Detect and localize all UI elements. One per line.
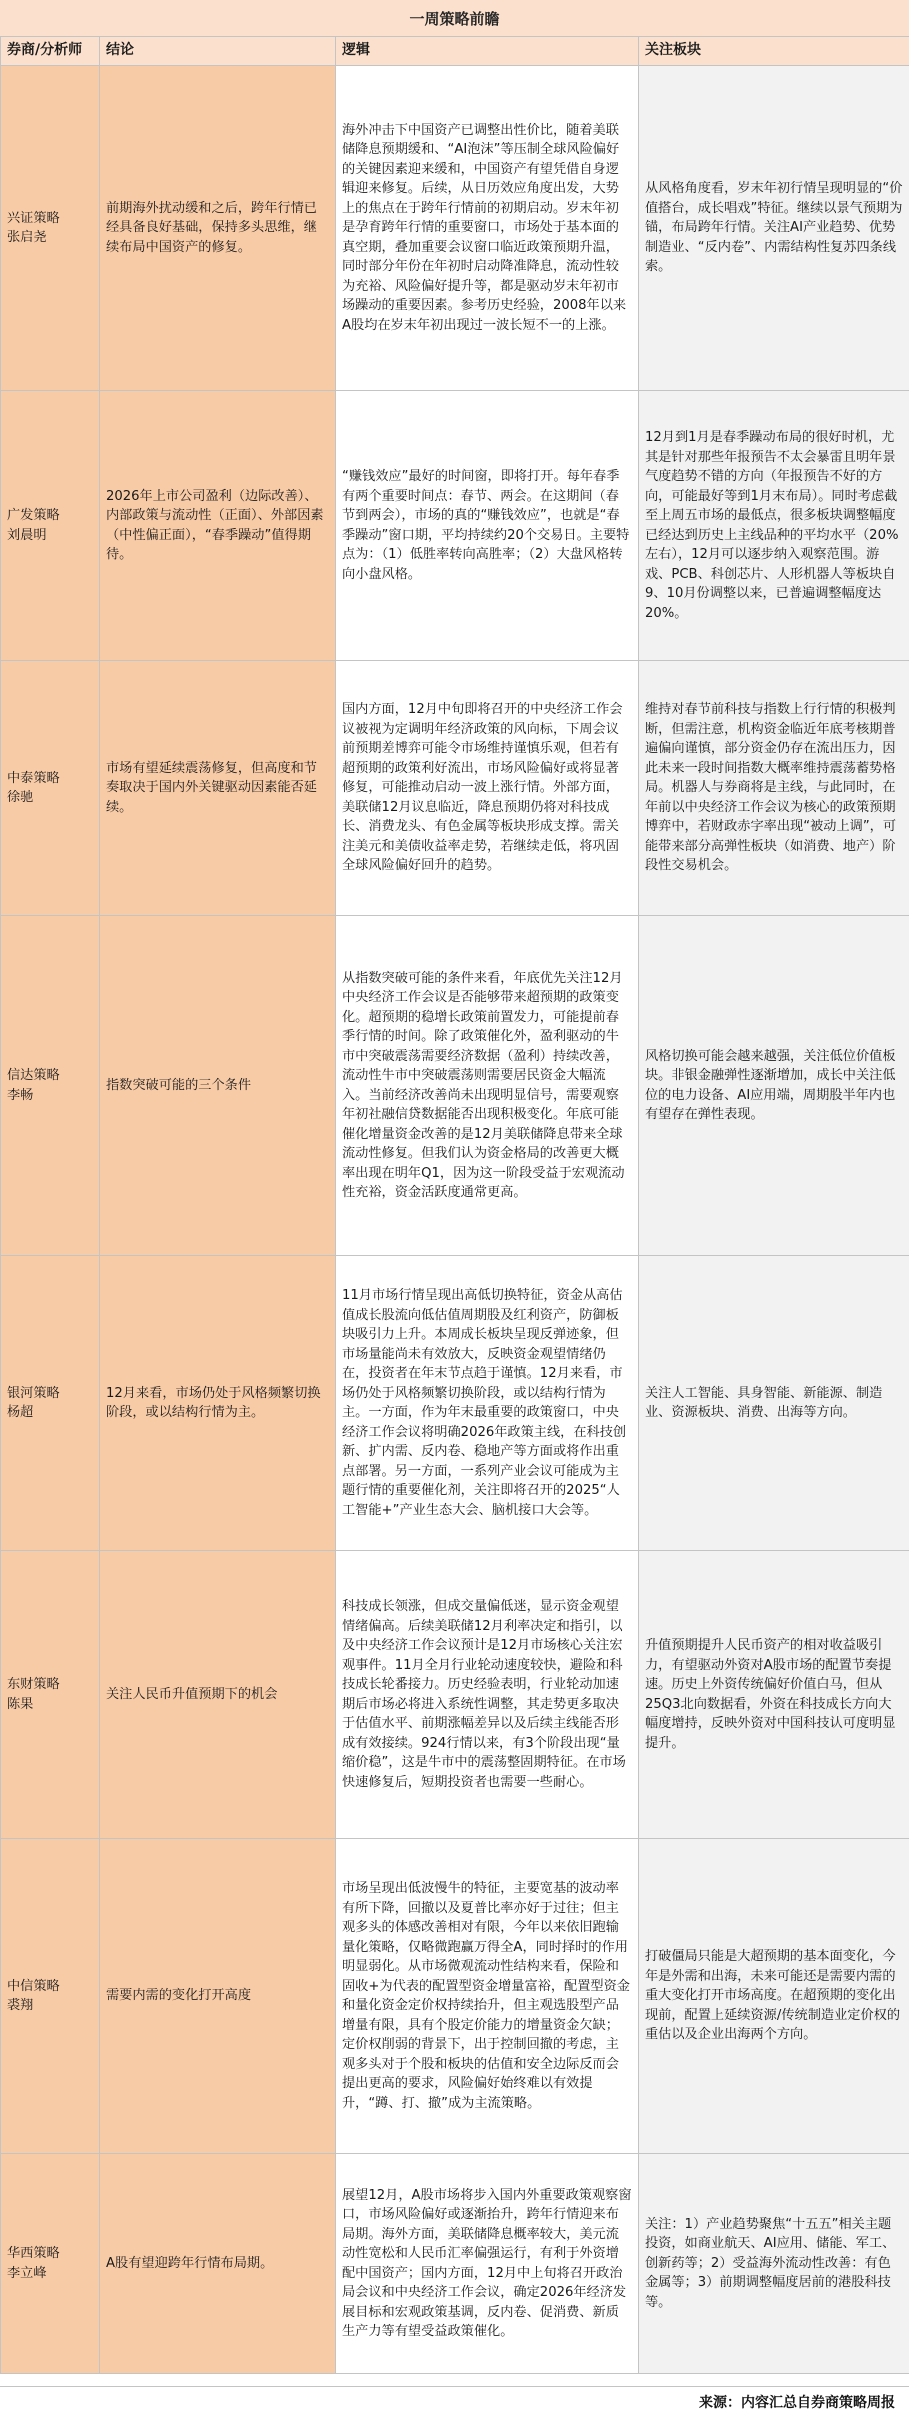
focus-cell: 关注：1）产业趋势聚焦“十五五”相关主题投资，如商业航天、AI应用、储能、军工、创新药等；2）受益海外流动性改善：有色金属等；3）前期调整幅度居前的港股科技等。 [639,2154,909,2374]
analyst-name: 徐驰 [7,790,34,805]
table-row [1,661,909,916]
logic-cell: 11月市场行情呈现出高低切换特征，资金从高估值成长股流向低估值周期股及红利资产，防御板块吸引力上升。本周成长板块呈现反弹迹象，但市场量能尚未有效放大，反映资金观望情绪仍在，投资者在年末节点趋于谨慎。12月来看，市场仍处于风格频繁切换阶段，或以结构行情为主。一方面，作为年末最重要的政策窗口，中央经济工作会议将明确2026年政策主线，在科技创新、扩内需、反内卷、稳地产等方面或将作出重点部署。另一方面，一系列产业会议可能成为主题行情的重要催化剂，关注即将召开的2025“人工智能+”产业生态大会、脑机接口大会等。 [336,1256,639,1551]
broker-name: 华西策略 [7,2246,60,2261]
conclusion-cell: 市场有望延续震荡修复，但高度和节奏取决于国内外关键驱动因素能否延续。 [100,661,336,916]
broker-name: 中信策略 [7,1978,60,1994]
broker-cell [1,1256,100,1551]
broker-name: 东财策略 [7,1677,60,1692]
logic-cell: 市场呈现出低波慢牛的特征，主要宽基的波动率有所下降，回撤以及夏普比率亦好于过往；但主观多头的体感改善相对有限，今年以来依旧跑输量化策略，仅略微跑赢万得全A，同时择时的作用明显弱化。从市场微观流动性结构来看，保险和固收+为代表的配置型资金增量富裕，配置型资金和量化资金定价权持续抬升，但主观选股型产品增量有限，具有个股定价能力的增量资金欠缺；定价权削弱的背景下，出于控制回撤的考虑，主观多头对于个股和板块的估值和安全边际反而会提出更高的要求，风险偏好始终难以有效提升，“蹲、打、撤”成为主流策略。 [336,1839,639,2154]
conclusion-cell: 2026年上市公司盈利（边际改善）、内部政策与流动性（正面）、外部因素（中性偏正面），“春季躁动”值得期待。 [100,391,336,661]
analyst-name: 陈果 [7,1696,34,1712]
source-note: 来源：内容汇总自券商策略周报 [0,2386,909,2417]
strategy-table [0,36,909,2374]
broker-cell [1,66,100,391]
header-logic: 逻辑 [336,37,639,66]
broker-name: 银河策略 [7,1385,60,1401]
header-conclusion: 结论 [100,37,336,66]
table-row [1,1256,909,1551]
broker-cell [1,2154,100,2374]
broker-cell [1,1551,100,1839]
focus-cell: 风格切换可能会越来越强，关注低位价值板块。非银金融弹性逐渐增加，成长中关注低位的电力设备、AI应用端，周期股半年内也有望存在弹性表现。 [639,916,909,1256]
logic-cell: 从指数突破可能的条件来看，年底优先关注12月中央经济工作会议是否能够带来超预期的政策变化。超预期的稳增长政策前置发力，可能提前春季行情的时间。除了政策催化外，盈利驱动的牛市中突破震荡需要经济数据（盈利）持续改善，流动性牛市中突破震荡则需要居民资金大幅流入。当前经济改善尚未出现明显信号，需要观察年初社融信贷数据能否出现积极变化。年底可能催化增量资金改善的是12月美联储降息带来全球流动性修复。但我们认为资金格局的改善更大概率出现在明年Q1，因为这一阶段受益于宏观流动性充裕，资金活跃度通常更高。 [336,916,639,1256]
analyst-name: 裘翔 [7,1998,34,2013]
broker-name: 信达策略 [7,1068,60,1083]
table-row [1,1551,909,1839]
analyst-name: 李畅 [7,1087,34,1103]
broker-cell [1,661,100,916]
logic-cell: “赚钱效应”最好的时间窗，即将打开。每年春季有两个重要时间点：春节、两会。在这期间（春节到两会），市场的真的“赚钱效应”，也就是“春季躁动”窗口期，平均持续约20个交易日。主要特点为：（1）低胜率转向高胜率；（2）大盘风格转向小盘风格。 [336,391,639,661]
conclusion-cell: 指数突破可能的三个条件 [100,916,336,1256]
table-row [1,391,909,661]
focus-cell: 打破僵局只能是大超预期的基本面变化，今年是外需和出海，未来可能还是需要内需的重大变化打开市场高度。在超预期的变化出现前，配置上延续资源/传统制造业定价权的重估以及企业出海两个方向。 [639,1839,909,2154]
logic-cell: 海外冲击下中国资产已调整出性价比，随着美联储降息预期缓和、“AI泡沫”等压制全球风险偏好的关键因素迎来缓和，中国资产有望凭借自身逻辑迎来修复。后续，从日历效应角度出发，大势上的焦点在于跨年行情前的初期启动。岁末年初是孕育跨年行情的重要窗口，市场处于基本面的真空期，叠加重要会议窗口临近政策预期升温，同时部分年份在年初时启动降准降息，流动性较为充裕、风险偏好提升等，都是驱动岁末年初市场躁动的重要因素。参考历史经验，2008年以来A股均在岁末年初出现过一波长短不一的上涨。 [336,66,639,391]
table-row [1,1839,909,2154]
broker-cell [1,916,100,1256]
table-row [1,916,909,1256]
focus-cell: 升值预期提升人民币资产的相对收益吸引力，有望驱动外资对A股市场的配置节奏提速。历史上外资传统偏好价值白马，但从25Q3北向数据看，外资在科技成长方向大幅度增持，反映外资对中国科技认可度明显提升。 [639,1551,909,1839]
broker-name: 兴证策略 [7,210,60,226]
focus-cell: 12月到1月是春季躁动布局的很好时机，尤其是针对那些年报预告不太会暴雷且明年景气度趋势不错的方向（年报预告不好的方向，可能最好等到1月末布局）。同时考虑截至上周五市场的最低点，很多板块调整幅度已经达到历史上主线品种的平均水平（20%左右），12月可以逐步纳入观察范围。游戏、PCB、科创芯片、人形机器人等板块自9、10月份调整以来，已普遍调整幅度达20%。 [639,391,909,661]
conclusion-cell: A股有望迎跨年行情布局期。 [100,2154,336,2374]
conclusion-cell: 前期海外扰动缓和之后，跨年行情已经具备良好基础，保持多头思维，继续布局中国资产的修复。 [100,66,336,391]
broker-name: 广发策略 [7,508,60,523]
table-row [1,2154,909,2374]
broker-cell [1,1839,100,2154]
conclusion-cell: 关注人民币升值预期下的机会 [100,1551,336,1839]
logic-cell: 展望12月，A股市场将步入国内外重要政策观察窗口，市场风险偏好或逐渐抬升，跨年行情迎来布局期。海外方面，美联储降息概率较大，美元流动性宽松和人民币汇率偏强运行，有利于外资增配中国资产；国内方面，12月中上旬将召开政治局会议和中央经济工作会议，确定2026年经济发展目标和宏观政策基调，反内卷、促消费、新质生产力等有望受益政策催化。 [336,2154,639,2374]
analyst-name: 杨超 [7,1405,34,1420]
logic-cell: 科技成长领涨，但成交量偏低迷，显示资金观望情绪偏高。后续美联储12月利率决定和指引，以及中央经济工作会议预计是12月市场核心关注宏观事件。11月全月行业轮动速度较快，避险和科技成长轮番接力。历史经验表明，行业轮动加速期后市场必将进入系统性调整，其走势更多取决于估值水平、前期涨幅差异以及后续主线能否形成有效接续。924行情以来，有3个阶段出现“量缩价稳”，这是牛市中的震荡整固期特征。在市场快速修复后，短期投资者也需要一些耐心。 [336,1551,639,1839]
conclusion-cell: 12月来看，市场仍处于风格频繁切换阶段，或以结构行情为主。 [100,1256,336,1551]
header-focus: 关注板块 [639,37,909,66]
analyst-name: 张启尧 [7,230,47,245]
logic-cell: 国内方面，12月中旬即将召开的中央经济工作会议被视为定调明年经济政策的风向标，下周会议前预期差博弈可能令市场维持谨慎乐观，但若有超预期的政策利好流出，市场风险偏好或将显著修复，可能推动启动一波上涨行情。外部方面，美联储12月议息临近，降息预期仍将对科技成长、消费龙头、有色金属等板块形成支撑。需关注美元和美债收益率走势，若继续走低，将巩固全球风险偏好回升的趋势。 [336,661,639,916]
conclusion-cell: 需要内需的变化打开高度 [100,1839,336,2154]
table-title: 一周策略前瞻 [0,0,909,37]
analyst-name: 刘晨明 [7,527,47,543]
analyst-name: 李立峰 [7,2265,47,2281]
broker-cell [1,391,100,661]
broker-name: 中泰策略 [7,770,60,786]
focus-cell: 关注人工智能、具身智能、新能源、制造业、资源板块、消费、出海等方向。 [639,1256,909,1551]
header-row [1,37,909,66]
focus-cell: 维持对春节前科技与指数上行行情的积极判断，但需注意，机构资金临近年底考核期普遍偏向谨慎，部分资金仍存在流出压力，因此未来一段时间指数大概率维持震荡蓄势格局。机器人与券商将是主线，与此同时，在年前以中央经济工作会议为核心的政策预期博弈中，若财政赤字率出现“被动上调”，可能带来部分高弹性板块（如消费、地产）阶段性交易机会。 [639,661,909,916]
focus-cell: 从风格角度看，岁末年初行情呈现明显的“价值搭台，成长唱戏”特征。继续以景气预期为锚，布局跨年行情。关注AI产业趋势、优势制造业、“反内卷”、内需结构性复苏四条线索。 [639,66,909,391]
header-broker: 券商/分析师 [1,37,100,66]
table-row [1,66,909,391]
